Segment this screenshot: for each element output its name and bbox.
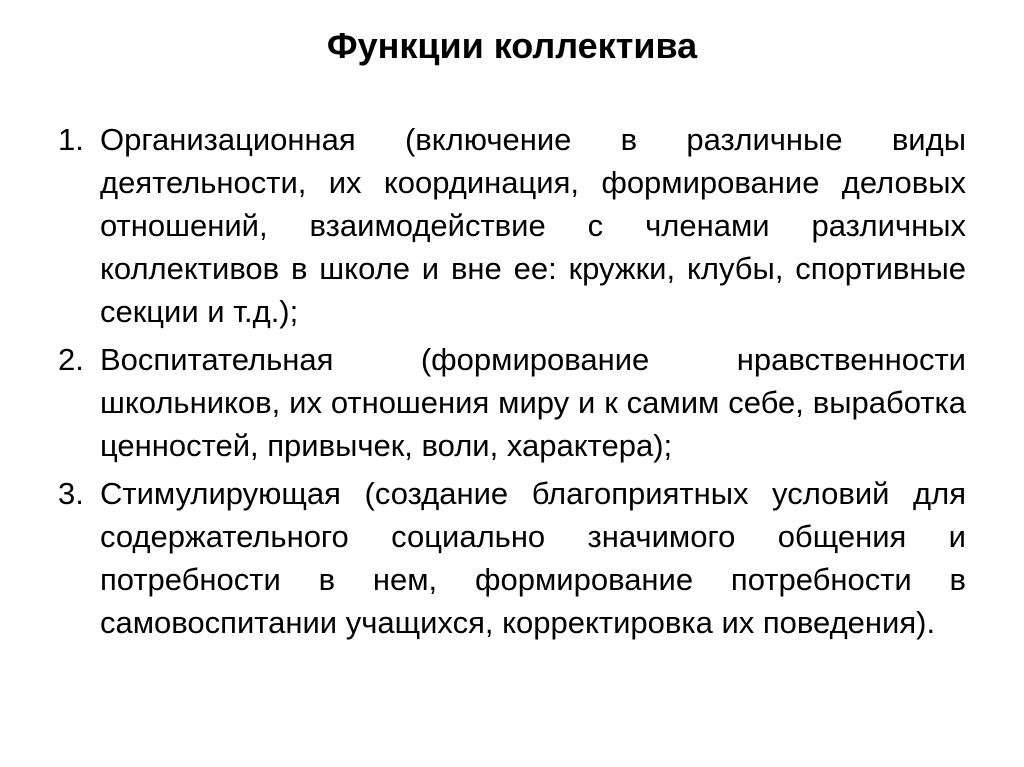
item-text: Стимулирующая (создание благоприятных условий для содержательного социально значимого общения и потребности в нем, формирование потребности в самовоспитании учащихся, корректировка их поведения). (100, 476, 966, 640)
item-text: Организационная (включение в различные виды деятельности, их координация, формирование деловых отношений, взаимодействие с членами различных коллективов в школе и вне ее: кружки, клубы, спортивные секции и т.д.); (100, 122, 966, 329)
item-number: 3. (58, 476, 84, 511)
slide-title: Функции коллектива (326, 25, 698, 66)
item-number: 1. (58, 122, 84, 157)
list-item (58, 472, 966, 644)
item-text: Воспитательная (формирование нравственности школьников, их отношения миру и к самим себе, выработка ценностей, привычек, воли, характера); (100, 342, 966, 463)
item-number: 2. (58, 342, 84, 377)
list-item (58, 118, 966, 333)
list-item (58, 338, 966, 467)
functions-list (58, 118, 966, 644)
